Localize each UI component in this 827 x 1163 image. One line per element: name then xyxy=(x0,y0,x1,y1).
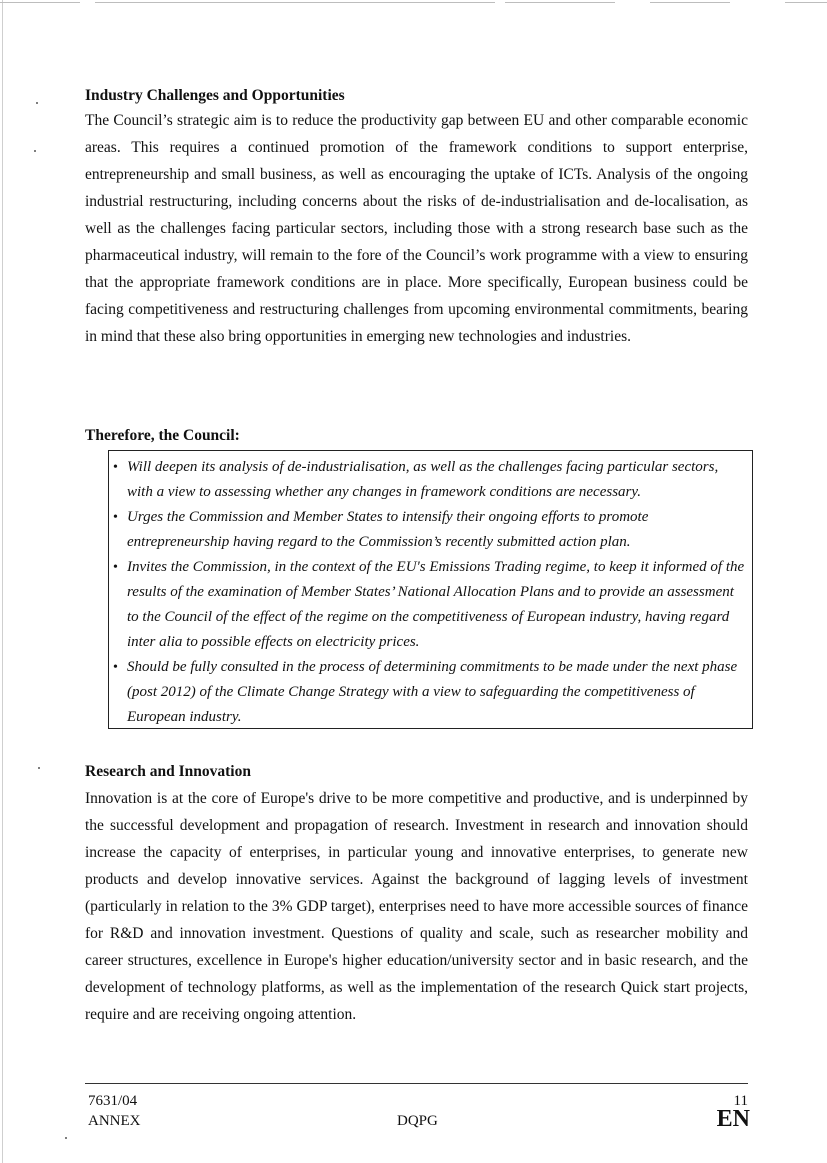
bullet-icon: • xyxy=(113,460,118,475)
section-industry-body xyxy=(85,107,748,350)
list-item-text: Invites the Commission, in the context of the EU's Emissions Trading regime, to keep it informed of the results of the examination of Member States’ National Allocation Plans and to provide an assessment to the Council of the effect of the regime on the competitiveness of European industry, having regard inter alia to possible effects on electricity prices. xyxy=(127,559,745,650)
list-item xyxy=(112,655,746,730)
scan-top-line xyxy=(0,2,80,3)
bullet-icon: • xyxy=(113,510,118,525)
scan-top-line xyxy=(650,2,730,3)
scan-top-line xyxy=(505,2,615,3)
list-item xyxy=(112,555,746,655)
section-heading: Industry Challenges and Opportunities xyxy=(85,87,345,104)
section-heading: Research and Innovation xyxy=(85,763,251,780)
paragraph: Innovation is at the core of Europe's drive to be more competitive and productive, and is underpinned by the successful development and propagation of research. Investment in research and innovation should increase the capacity of enterprises, in particular young and innovative enterprises, to generate new products and develop innovative services. Against the background of lagging levels of investment (particularly in relation to the 3% GDP target), enterprises need to have more accessible sources of finance for R&D and innovation investment. Questions of quality and scale, such as researcher mobility and career structures, excellence in Europe's higher education/university sector and in basic research, and the development of technology platforms, as well as the implementation of the research Quick start projects, require and are receiving ongoing attention. xyxy=(85,790,748,1023)
section-research xyxy=(85,762,748,782)
bullet-icon: • xyxy=(113,560,118,575)
language-code: EN xyxy=(716,1106,750,1132)
scan-top-line xyxy=(785,2,827,3)
doc-number: 7631/04 xyxy=(88,1093,138,1109)
section-heading: Therefore, the Council: xyxy=(85,427,240,444)
list-item-text: Will deepen its analysis of de-industrialisation, as well as the challenges facing particular sectors, with a view to assessing whether any changes in framework conditions are necessary. xyxy=(127,459,719,500)
scan-speck xyxy=(65,1137,67,1139)
scan-speck xyxy=(34,150,36,152)
section-research-body xyxy=(85,785,748,1028)
scan-speck xyxy=(36,102,38,104)
council-actions-box xyxy=(108,450,753,729)
list-item-text: Should be fully consulted in the process of determining commitments to be made under the next phase (post 2012) of the Climate Change Strategy with a view to safeguarding the competitiveness of European industry. xyxy=(127,659,738,725)
scan-top-line xyxy=(95,2,495,3)
bullet-icon: • xyxy=(113,660,118,675)
paragraph: The Council’s strategic aim is to reduce the productivity gap between EU and other comparable economic areas. This requires a continued promotion of the framework conditions to support enterprise, entrepreneurship and small business, as well as encouraging the uptake of ICTs. Analysis of the ongoing industrial restructuring, including concerns about the risks of de-industrialisation and de-localisation, as well as the challenges facing particular sectors, including those with a strong research base such as the pharmaceutical industry, will remain to the fore of the Council’s work programme with a view to ensuring that the appropriate framework conditions are in place. More specifically, European business could be facing competitiveness and restructuring challenges from upcoming environmental commitments, bearing in mind that these also bring opportunities in emerging new technologies and industries. xyxy=(85,112,748,345)
footer-rule xyxy=(85,1083,748,1084)
list-item-text: Urges the Commission and Member States to intensify their ongoing efforts to promote entrepreneurship having regard to the Commission’s recently submitted action plan. xyxy=(127,509,649,550)
list-item xyxy=(112,505,746,555)
scan-speck xyxy=(38,767,40,769)
council-heading-wrap xyxy=(85,426,748,446)
page-number: 11 xyxy=(733,1093,748,1109)
dept-code: DQPG xyxy=(397,1113,438,1129)
council-actions-list xyxy=(112,455,746,730)
list-item xyxy=(112,455,746,505)
annex-label: ANNEX xyxy=(88,1113,141,1129)
section-industry xyxy=(85,86,748,106)
scan-edge xyxy=(2,0,3,1163)
